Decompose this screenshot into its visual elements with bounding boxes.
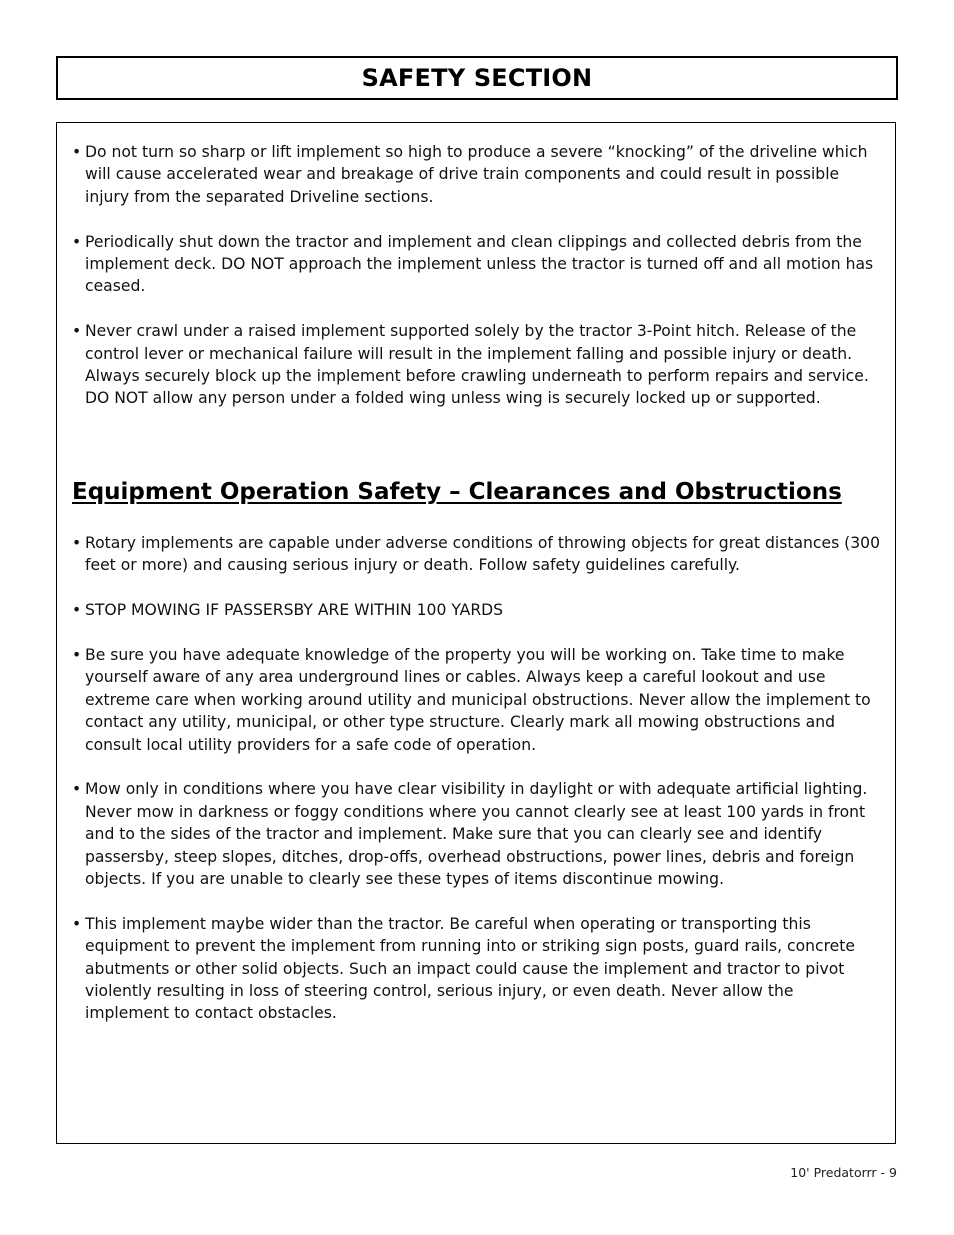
list-item-text: Rotary implements are capable under adverse conditions of throwing objects for great distances (300 feet or more) and causing serious injury or death. Follow safety guidelines carefully.: [85, 534, 880, 575]
list-item: [72, 141, 880, 208]
bullet-icon: •: [72, 914, 82, 933]
safety-bullet-list-1: [72, 141, 880, 410]
list-item-text: Do not turn so sharp or lift implement so high to produce a severe “knocking” of the driveline which will cause accelerated wear and breakage of drive train components and could result in possible injury from the separated Driveline sections.: [85, 143, 868, 206]
list-item: [72, 913, 880, 1025]
bullet-icon: •: [72, 601, 82, 620]
bullet-icon: •: [72, 143, 82, 161]
content-box: [56, 122, 896, 1144]
bullet-icon: •: [72, 322, 82, 341]
list-item: [72, 320, 880, 410]
list-item-text: STOP MOWING IF PASSERSBY ARE WITHIN 100 YARDS: [85, 601, 504, 620]
list-item-text: Be sure you have adequate knowledge of the property you will be working on. Take time to make yourself aware of any area underground lines or cables. Always keep a careful lookout and use extreme care when working around utility and municipal obstructions. Never allow the implement to contact any utility, municipal, or other type structure. Clearly mark all mowing obstructions and consult local utility providers for a safe code of operation.: [85, 646, 871, 754]
bullet-icon: •: [72, 534, 82, 552]
list-item: [72, 599, 880, 621]
page-footer: 10' Predatorrr - 9: [790, 1165, 897, 1180]
list-item-text: Mow only in conditions where you have clear visibility in daylight or with adequate artificial lighting. Never mow in darkness or foggy conditions where you cannot clearly see at least 100 yards in front and to the sides of the tractor and implement. Make sure that you can clearly see and identify passersby, steep slopes, ditches, drop-offs, overhead obstructions, power lines, debris and foreign objects. If you are unable to clearly see these types of items discontinue mowing.: [85, 780, 868, 889]
list-item-text: This implement maybe wider than the tractor. Be careful when operating or transporting this equipment to prevent the implement from running into or striking sign posts, guard rails, concrete abutments or other solid objects. Such an impact could cause the implement and tractor to pivot violently resulting in loss of steering control, serious injury, or even death. Never allow the implement to contact obstacles.: [85, 914, 855, 1023]
bullet-icon: •: [72, 780, 82, 799]
list-item: [72, 532, 880, 577]
list-item: [72, 231, 880, 298]
bullet-icon: •: [72, 646, 82, 664]
page-title: SAFETY SECTION: [361, 64, 593, 92]
list-item-text: Never crawl under a raised implement supported solely by the tractor 3-Point hitch. Release of the control lever or mechanical failure will result in the implement falling and possible injury or death. Always securely block up the implement before crawling underneath to perform repairs and service. DO NOT allow any person under a folded wing unless wing is securely locked up or supported.: [85, 322, 869, 408]
safety-bullet-list-2: [72, 532, 880, 1025]
section-title-box: [56, 56, 898, 100]
bullet-icon: •: [72, 232, 82, 251]
list-item-text: Periodically shut down the tractor and implement and clean clippings and collected debris from the implement deck. DO NOT approach the implement unless the tractor is turned off and all motion has ceased.: [85, 232, 874, 296]
list-item: [72, 778, 880, 890]
section-heading: Equipment Operation Safety – Clearances and Obstructions: [72, 479, 842, 505]
list-item: [72, 644, 880, 756]
